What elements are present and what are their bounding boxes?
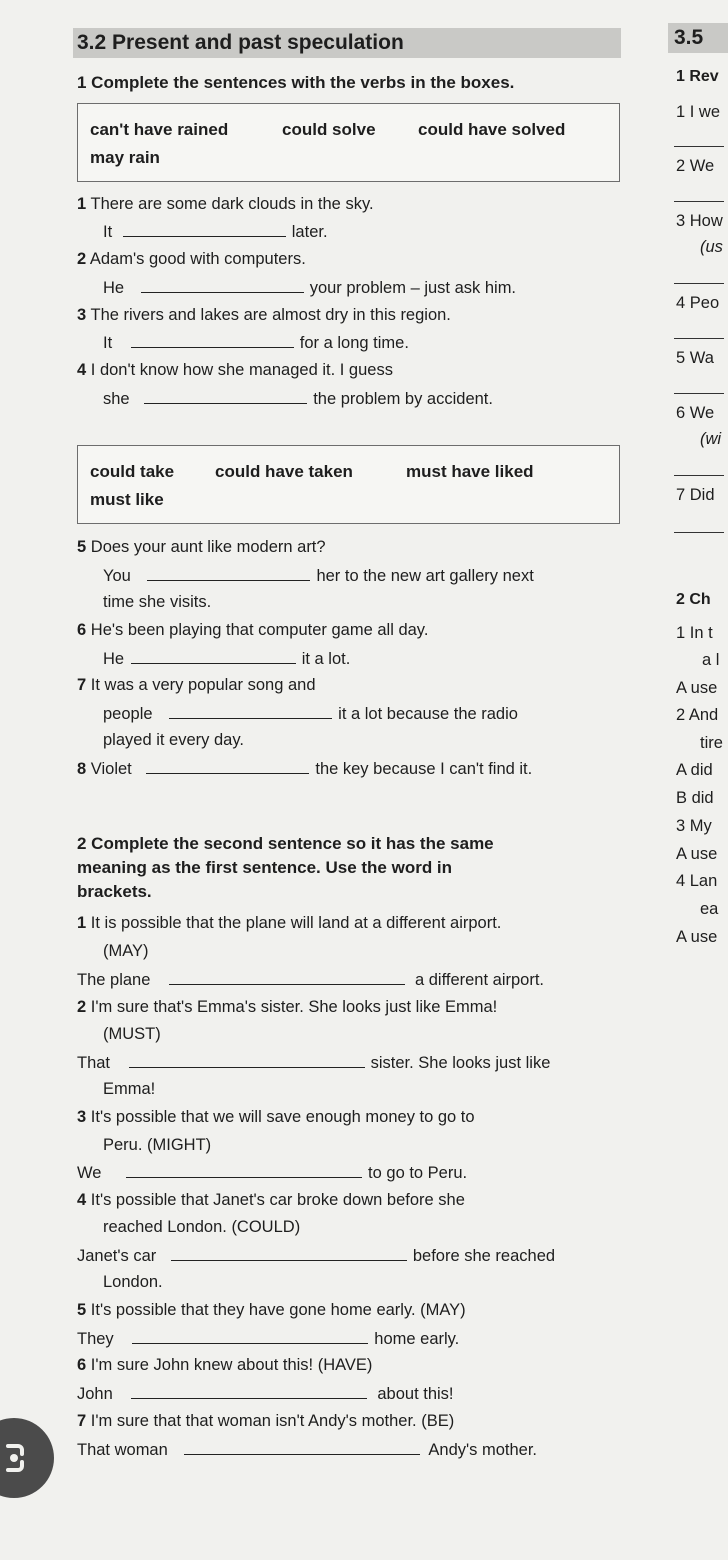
answer-blank[interactable] bbox=[129, 1053, 365, 1068]
ex1-item-7-line2: people it a lot because the radio bbox=[103, 705, 518, 723]
section-title: 3.2 Present and past speculation bbox=[77, 31, 404, 54]
lens-icon bbox=[0, 1418, 54, 1498]
ex1-item-2-line2: He your problem – just ask him. bbox=[103, 279, 517, 297]
answer-blank[interactable] bbox=[123, 222, 286, 237]
ex2-item-3-line1: 3 It's possible that we will save enough money to go to bbox=[77, 1108, 475, 1126]
right-ex1-item: 2 We bbox=[676, 157, 715, 175]
right-ex2-title: 2 Ch bbox=[676, 591, 711, 608]
right-ex2-item: 1 In t bbox=[676, 624, 713, 642]
ex1-item-1-line1: 1 There are some dark clouds in the sky. bbox=[77, 195, 374, 213]
box1-word-1: can't have rained bbox=[90, 120, 229, 139]
box2-word-3: must have liked bbox=[406, 462, 534, 481]
right-ex1-item: 6 We bbox=[676, 404, 715, 422]
ex1-item-2-line1: 2 Adam's good with computers. bbox=[77, 250, 306, 268]
word-box-2 bbox=[77, 445, 620, 524]
ex1-item-5-line2: You her to the new art gallery next bbox=[103, 567, 534, 585]
ex2-item-5-answer: They home early. bbox=[77, 1330, 460, 1348]
right-section-header bbox=[668, 23, 728, 53]
answer-blank[interactable] bbox=[169, 704, 332, 719]
ex2-item-5-line1: 5 It's possible that they have gone home early. (MAY) bbox=[77, 1301, 466, 1319]
answer-blank[interactable] bbox=[147, 566, 310, 581]
ex1-item-6-line1: 6 He's been playing that computer game all day. bbox=[77, 621, 429, 639]
ex1-item-8: 8 Violet the key because I can't find it. bbox=[77, 760, 533, 778]
right-ex1-item: (wi bbox=[700, 430, 722, 448]
ex1-item-6-line2: He it a lot. bbox=[103, 650, 351, 668]
box2-word-1: could take bbox=[90, 462, 175, 481]
right-ex2-item: A use bbox=[676, 679, 718, 697]
word-box-1 bbox=[77, 103, 620, 182]
ex2-item-1-line1: 1 It is possible that the plane will land at a different airport. bbox=[77, 914, 502, 932]
right-ex2-item: B did bbox=[676, 789, 714, 807]
right-ex1-title: 1 Rev bbox=[676, 68, 719, 85]
right-ex2-item: 3 My bbox=[676, 817, 712, 835]
exercise2-title-line2: meaning as the first sentence. Use the word in bbox=[77, 858, 453, 877]
ex2-item-6-answer: John about this! bbox=[77, 1385, 454, 1403]
right-ex1-item: 5 Wa bbox=[676, 349, 714, 367]
lens-button[interactable] bbox=[0, 1418, 54, 1498]
right-ex1-item: 3 How bbox=[676, 212, 723, 230]
right-ex2-item: ea bbox=[700, 900, 719, 918]
right-answer-line bbox=[674, 338, 724, 339]
answer-blank[interactable] bbox=[171, 1246, 407, 1261]
ex1-item-5-line1: 5 Does your aunt like modern art? bbox=[77, 538, 326, 556]
ex2-item-4-answer: Janet's car before she reached bbox=[77, 1247, 556, 1265]
box1-word-4: may rain bbox=[90, 148, 160, 167]
ex2-item-2-line2: (MUST) bbox=[103, 1025, 161, 1043]
right-ex2-item: A did bbox=[676, 761, 713, 779]
ex2-item-4-line1: 4 It's possible that Janet's car broke down before she bbox=[77, 1191, 465, 1209]
right-answer-line bbox=[674, 475, 724, 476]
right-answer-line bbox=[674, 201, 724, 202]
ex2-item-7-answer: That woman Andy's mother. bbox=[77, 1441, 538, 1459]
exercise2-title-line3: brackets. bbox=[77, 882, 152, 901]
answer-blank[interactable] bbox=[126, 1163, 362, 1178]
right-ex1-item: 1 I we bbox=[676, 103, 721, 121]
ex1-item-3-line1: 3 The rivers and lakes are almost dry in this region. bbox=[77, 306, 451, 324]
ex1-item-4-line1: 4 I don't know how she managed it. I guess bbox=[77, 361, 393, 379]
ex2-item-7-line1: 7 I'm sure that that woman isn't Andy's mother. (BE) bbox=[77, 1412, 455, 1430]
right-ex1-item: (us bbox=[700, 238, 723, 256]
answer-blank[interactable] bbox=[131, 1384, 367, 1399]
ex1-item-1-line2: It later. bbox=[103, 223, 328, 241]
ex2-item-2-line4: Emma! bbox=[103, 1080, 156, 1098]
box1-word-2: could solve bbox=[282, 120, 376, 139]
box2-word-4: must like bbox=[90, 490, 164, 509]
ex2-item-3-answer: We to go to Peru. bbox=[77, 1164, 468, 1182]
right-ex2-item: a l bbox=[702, 651, 720, 669]
ex2-item-2-line1: 2 I'm sure that's Emma's sister. She looks just like Emma! bbox=[77, 998, 498, 1016]
ex1-item-7-line1: 7 It was a very popular song and bbox=[77, 676, 316, 694]
answer-blank[interactable] bbox=[131, 333, 294, 348]
section-header bbox=[73, 28, 621, 58]
answer-blank[interactable] bbox=[131, 649, 296, 664]
ex1-item-7-line3: played it every day. bbox=[103, 731, 244, 749]
right-ex1-item: 4 Peo bbox=[676, 294, 720, 312]
ex2-item-3-line2: Peru. (MIGHT) bbox=[103, 1136, 212, 1154]
box2-word-2: could have taken bbox=[215, 462, 353, 481]
right-ex2-item: A use bbox=[676, 928, 718, 946]
right-answer-line bbox=[674, 532, 724, 533]
ex1-item-4-line2: she the problem by accident. bbox=[103, 390, 493, 408]
answer-blank[interactable] bbox=[132, 1329, 368, 1344]
right-ex2-item: 2 And bbox=[676, 706, 719, 724]
right-ex2-item: 4 Lan bbox=[676, 872, 718, 890]
answer-blank[interactable] bbox=[184, 1440, 420, 1455]
right-ex1-item: 7 Did bbox=[676, 486, 715, 504]
right-ex2-item: tire bbox=[700, 734, 723, 752]
ex2-item-2-answer: That sister. She looks just like bbox=[77, 1054, 551, 1072]
ex2-item-6-line1: 6 I'm sure John knew about this! (HAVE) bbox=[77, 1356, 373, 1374]
answer-blank[interactable] bbox=[141, 278, 304, 293]
right-answer-line bbox=[674, 393, 724, 394]
ex1-item-3-line2: It for a long time. bbox=[103, 334, 409, 352]
right-answer-line bbox=[674, 283, 724, 284]
ex1-item-5-line3: time she visits. bbox=[103, 593, 212, 611]
box1-word-3: could have solved bbox=[418, 120, 566, 139]
right-section-title: 3.5 bbox=[674, 26, 704, 49]
right-ex2-item: A use bbox=[676, 845, 718, 863]
ex2-item-1-line2: (MAY) bbox=[103, 942, 149, 960]
exercise2-title-line1: 2 Complete the second sentence so it has the same bbox=[77, 834, 494, 853]
ex2-item-1-answer: The plane a different airport. bbox=[77, 971, 545, 989]
answer-blank[interactable] bbox=[169, 970, 405, 985]
exercise1-title: 1 Complete the sentences with the verbs in the boxes. bbox=[77, 73, 515, 92]
answer-blank[interactable] bbox=[144, 389, 307, 404]
right-answer-line bbox=[674, 146, 724, 147]
ex2-item-4-line4: London. bbox=[103, 1273, 163, 1291]
ex2-item-4-line2: reached London. (COULD) bbox=[103, 1218, 301, 1236]
answer-blank[interactable] bbox=[146, 759, 309, 774]
